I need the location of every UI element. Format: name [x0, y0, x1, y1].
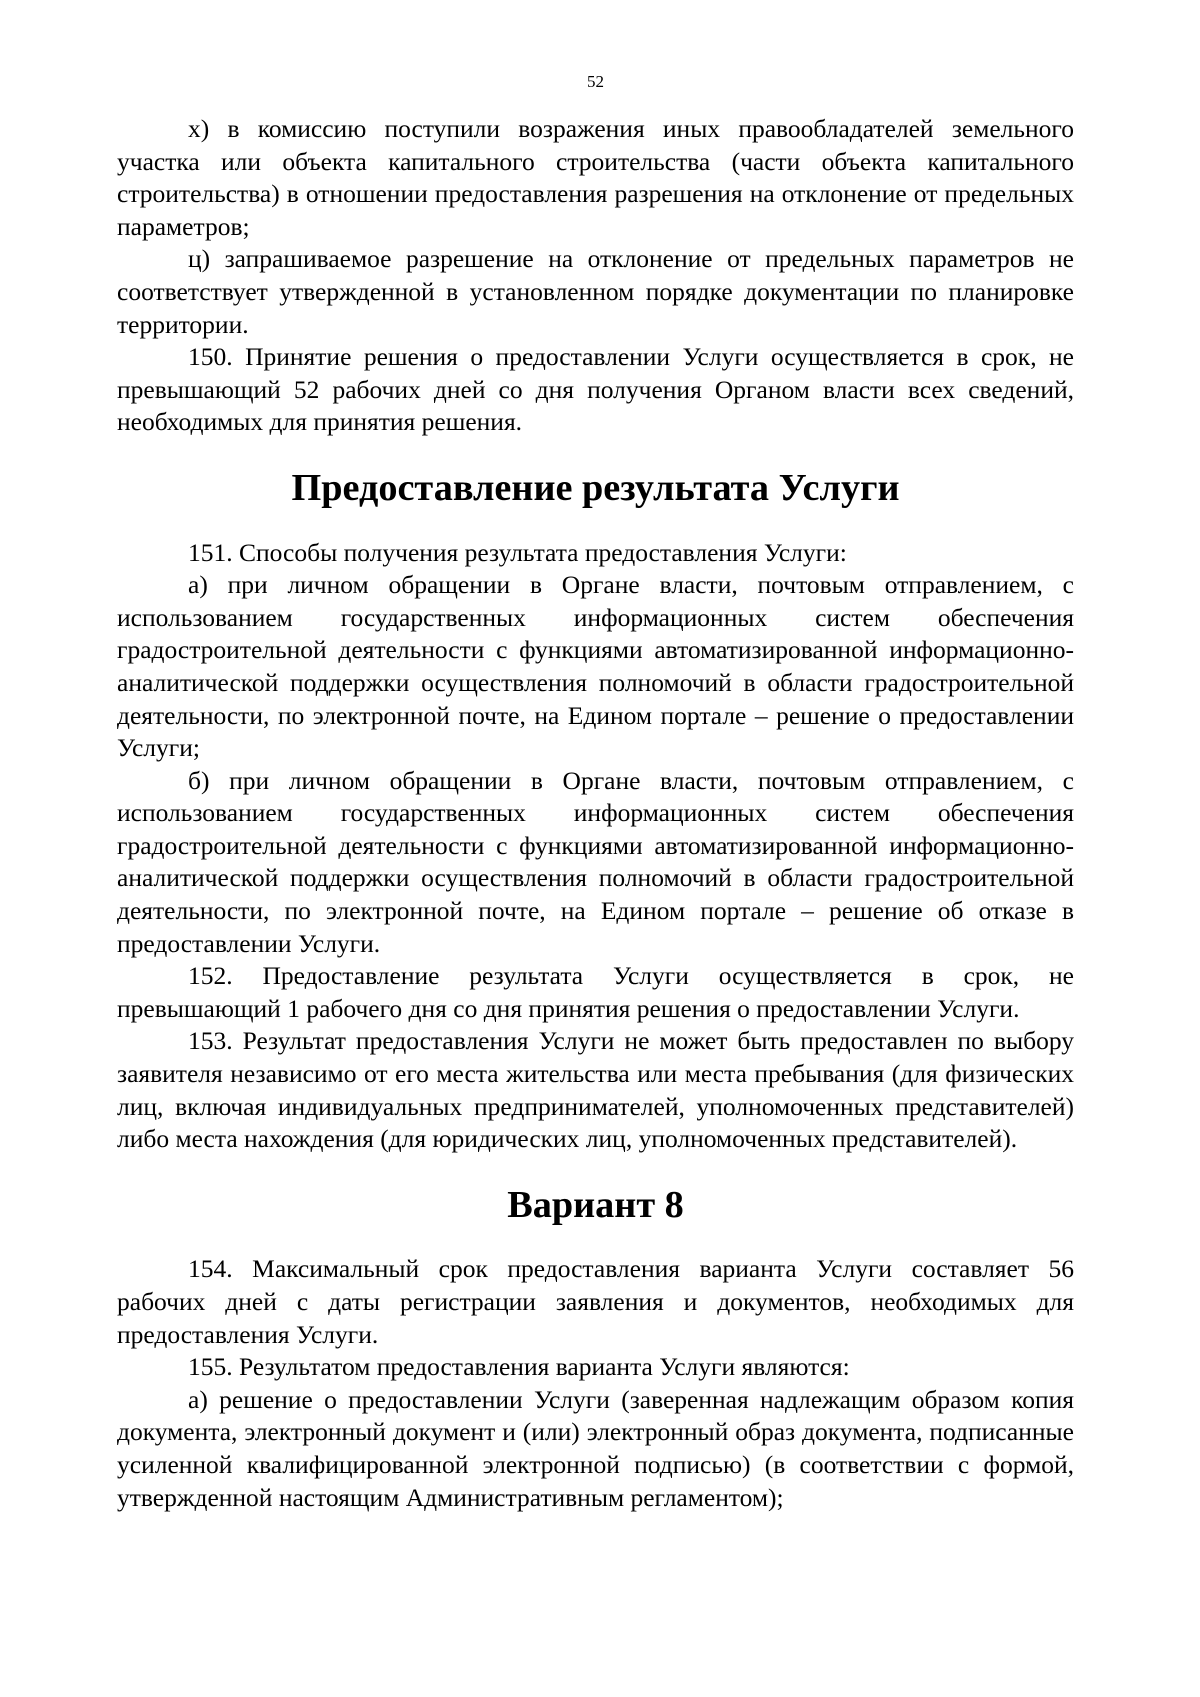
- section-heading-result: Предоставление результата Услуги: [291, 466, 900, 509]
- page-number: 52: [587, 72, 604, 91]
- paragraph-151: 151. Способы получения результата предоставления Услуги:: [188, 537, 847, 567]
- paragraph-151-b: б) при личном обращении в Органе власти, почтовым отправлением, с использованием государственных информационных систем обеспечения градостроительной деятельности с функциями автоматизированной информационно-аналитической поддержки осуществления полномочий в области градостроительной деятельности, по электронной почте, на Едином портале – решение об отказе в предоставлении Услуги.: [117, 765, 1074, 958]
- paragraph-155-a: а) решение о предоставлении Услуги (заверенная надлежащим образом копия документа, электронный документ и (или) электронный образ документа, подписанные усиленной квалифицированной электронной подписью) (в соответствии с формой, утвержденной настоящим Административным регламентом);: [117, 1384, 1074, 1512]
- paragraph-151-a: а) при личном обращении в Органе власти, почтовым отправлением, с использованием государственных информационных систем обеспечения градостроительной деятельности с функциями автоматизированной информационно-аналитической поддержки осуществления полномочий в области градостроительной деятельности, по электронной почте, на Едином портале – решение о предоставлении Услуги;: [117, 570, 1074, 763]
- paragraph-153: 153. Результат предоставления Услуги не может быть предоставлен по выбору заявителя независимо от его места жительства или места пребывания (для физических лиц, включая индивидуальных предпринимателей, уполномоченных представителей) либо места нахождения (для юридических лиц, уполномоченных представителей).: [117, 1026, 1074, 1154]
- paragraph-155: 155. Результатом предоставления варианта Услуги являются:: [188, 1352, 850, 1382]
- paragraph-ts: ц) запрашиваемое разрешение на отклонение от предельных параметров не соответствует утвержденной в установленном порядке документации по планировке территории.: [117, 244, 1074, 339]
- paragraph-154: 154. Максимальный срок предоставления варианта Услуги составляет 56 рабочих дней с даты регистрации заявления и документов, необходимых для предоставления Услуги.: [117, 1254, 1074, 1349]
- section-heading-variant-8: Вариант 8: [507, 1183, 684, 1226]
- paragraph-kh: х) в комиссию поступили возражения иных правообладателей земельного участка или объекта капитального строительства (части объекта капитального строительства) в отношении предоставления разрешения на отклонение от предельных параметров;: [117, 114, 1074, 241]
- paragraph-152: 152. Предоставление результата Услуги осуществляется в срок, не превышающий 1 рабочего дня со дня принятия решения о предоставлении Услуги.: [117, 961, 1074, 1023]
- paragraph-150: 150. Принятие решения о предоставлении Услуги осуществляется в срок, не превышающий 52 рабочих дней со дня получения Органом власти всех сведений, необходимых для принятия решения.: [117, 342, 1074, 437]
